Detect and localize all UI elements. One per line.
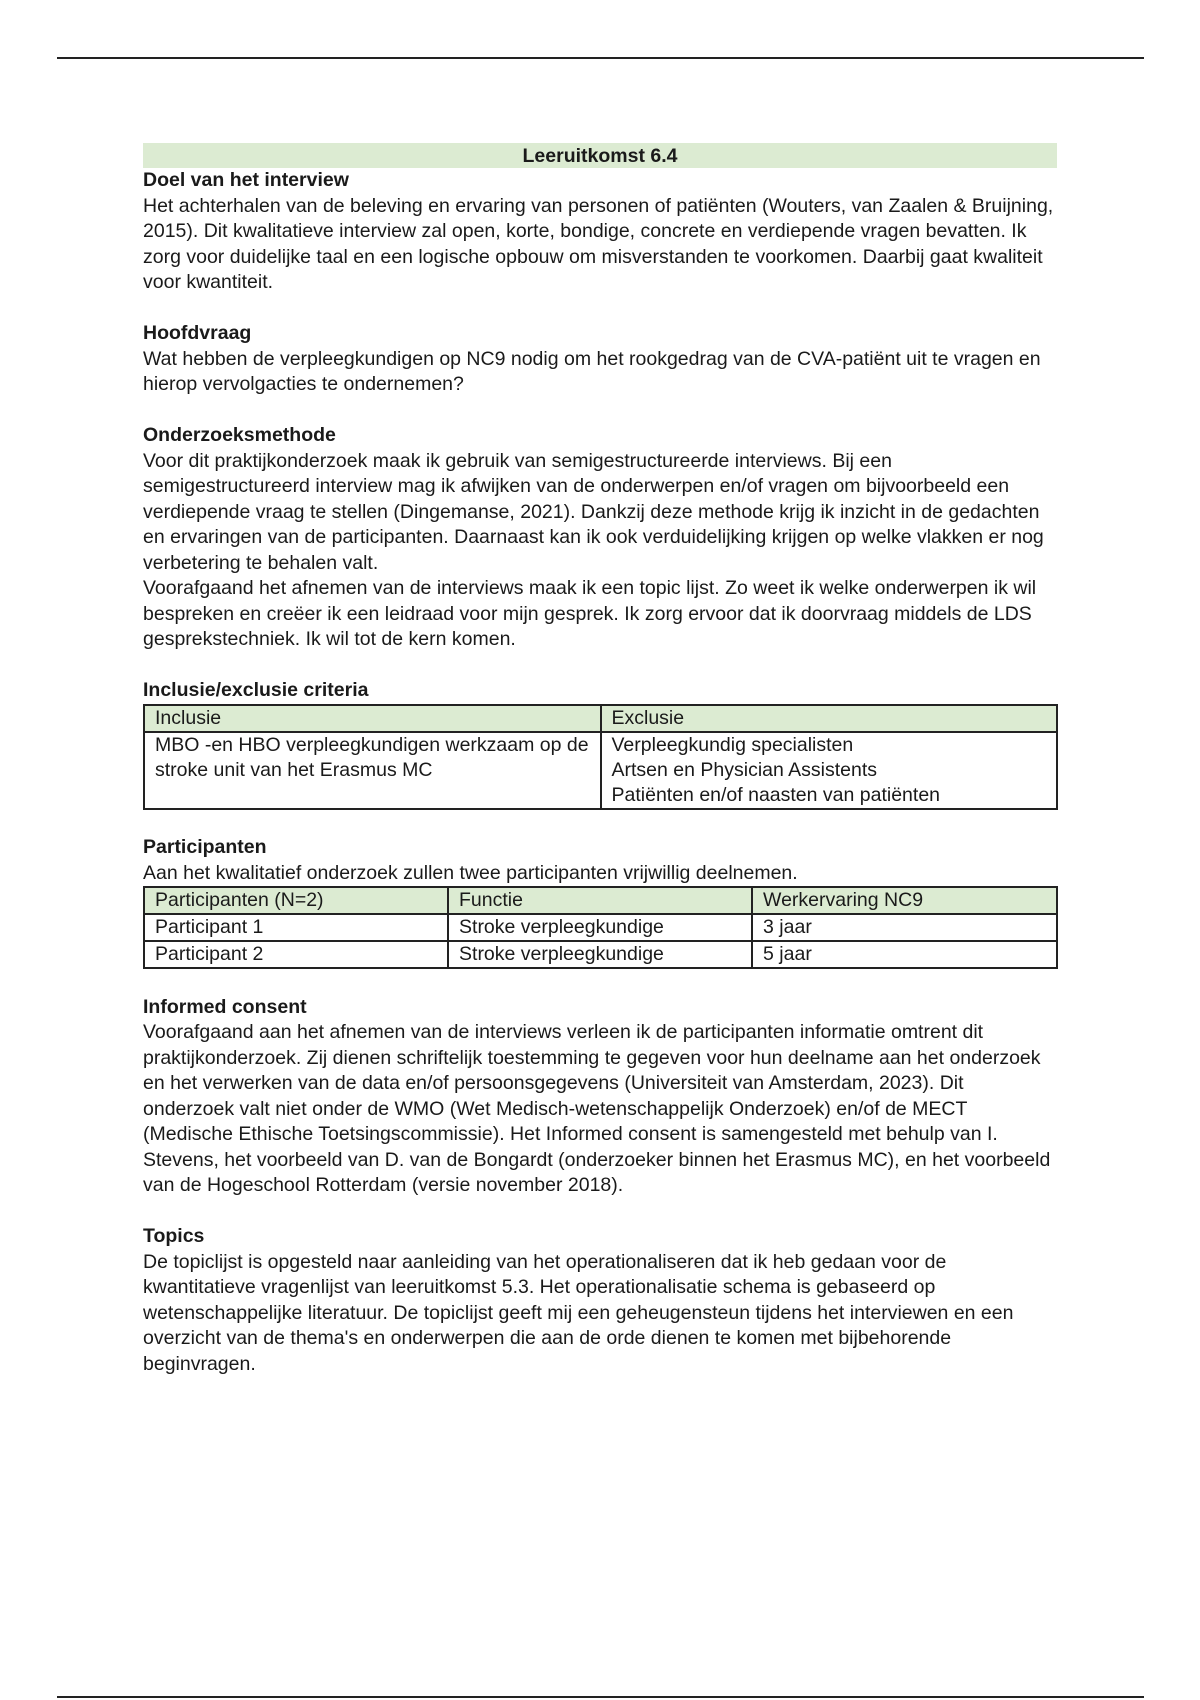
paragraph-hoofdvraag: Wat hebben de verpleegkundigen op NC9 nodig om het rookgedrag van de CVA-patiënt uit te vragen en hierop vervolgacties te ondernemen?	[143, 347, 1041, 395]
table-row	[144, 732, 1057, 809]
exclusie-item: Verpleegkundig specialisten	[611, 733, 854, 756]
table-header-row	[144, 705, 1057, 732]
exclusie-item: Artsen en Physician Assistents	[611, 758, 878, 781]
heading-topics: Topics	[143, 1225, 205, 1247]
paragraph-informed-consent: Voorafgaand aan het afnemen van de interviews verleen ik de participanten informatie omtrent dit praktijkonderzoek. Zij dienen schriftelijk toestemming te gegeven voor hun deelname aan het onderzoek en het verwerken van de data en/of persoonsgegevens (Universiteit van Amsterdam, 2023). Dit onderzoek valt niet onder de WMO (Wet Medisch-wetenschappelijk Onderzoek) en/of de MECT (Medische Ethische Toetsingscommissie). Het Informed consent is samengesteld met behulp van I. Stevens, het voorbeeld van D. van de Bongardt (onderzoeker binnen het Erasmus MC), en het voorbeeld van de Hogeschool Rotterdam (versie november 2018).	[143, 1021, 1051, 1196]
table-header-row	[144, 887, 1057, 914]
criteria-table	[143, 704, 1058, 810]
header-rule	[57, 57, 1144, 59]
inclusie-item: MBO -en HBO verpleegkundigen werkzaam op de stroke unit van het Erasmus MC	[155, 733, 589, 781]
participants-table	[143, 886, 1058, 969]
table-header-werkervaring: Werkervaring NC9	[752, 887, 1057, 914]
exclusie-item: Patiënten en/of naasten van patiënten	[611, 783, 941, 806]
heading-hoofdvraag: Hoofdvraag	[143, 322, 252, 344]
page-title: Leeruitkomst 6.4	[143, 143, 1057, 168]
cell-functie: Stroke verpleegkundige	[448, 941, 752, 968]
heading-onderzoeksmethode: Onderzoeksmethode	[143, 424, 336, 446]
heading-participanten: Participanten	[143, 836, 267, 858]
table-row	[144, 941, 1057, 968]
cell-functie: Stroke verpleegkundige	[448, 914, 752, 941]
paragraph-doel: Het achterhalen van de beleving en ervaring van personen of patiënten (Wouters, van Zaalen & Bruijning, 2015). Dit kwalitatieve interview zal open, korte, bondige, concrete en verdiepende vragen bevatten. Ik zorg voor duidelijke taal en een logische opbouw om misverstanden te voorkomen. Daarbij gaat kwaliteit voor kwantiteit.	[143, 194, 1054, 293]
heading-informed-consent: Informed consent	[143, 995, 307, 1018]
heading-criteria: Inclusie/exclusie criteria	[143, 679, 369, 701]
table-header-exclusie: Exclusie	[601, 705, 1058, 732]
cell-werkervaring: 3 jaar	[752, 914, 1057, 941]
cell-participant: Participant 1	[144, 914, 448, 941]
table-header-participanten: Participanten (N=2)	[144, 887, 448, 914]
document-body	[143, 143, 1057, 1377]
paragraph-onderzoeksmethode-1: Voor dit praktijkonderzoek maak ik gebruik van semigestructureerde interviews. Bij een semigestructureerd interview mag ik afwijken van de onderwerpen en/of vragen om bijvoorbeeld een verdiepende vraag te stellen (Dingemanse, 2021). Dankzij deze methode krijg ik inzicht in de gedachten en ervaringen van de participanten. Daarnaast kan ik ook verduidelijking krijgen op welke vlakken er nog verbetering te behalen valt.	[143, 449, 1044, 574]
paragraph-participanten: Aan het kwalitatief onderzoek zullen twee participanten vrijwillig deelnemen.	[143, 861, 798, 884]
cell-exclusie	[601, 732, 1058, 809]
cell-participant: Participant 2	[144, 941, 448, 968]
paragraph-onderzoeksmethode-2: Voorafgaand het afnemen van de interviews maak ik een topic lijst. Zo weet ik welke onderwerpen ik wil bespreken en creëer ik een leidraad voor mijn gesprek. Ik zorg ervoor dat ik doorvraag middels de LDS gesprekstechniek. Ik wil tot de kern komen.	[143, 577, 1037, 650]
table-header-inclusie: Inclusie	[144, 705, 601, 732]
footer-rule	[57, 1696, 1144, 1698]
paragraph-topics: De topiclijst is opgesteld naar aanleiding van het operationaliseren dat ik heb gedaan voor de kwantitatieve vragenlijst van leeruitkomst 5.3. Het operationalisatie schema is gebaseerd op wetenschappelijke literatuur. De topiclijst geeft mij een geheugensteun tijdens het interviewen en een overzicht van de thema's en onderwerpen die aan de orde dienen te komen met bijbehorende beginvragen.	[143, 1250, 1014, 1375]
table-row	[144, 914, 1057, 941]
cell-inclusie	[144, 732, 601, 809]
heading-doel: Doel van het interview	[143, 169, 349, 191]
table-header-functie: Functie	[448, 887, 752, 914]
cell-werkervaring: 5 jaar	[752, 941, 1057, 968]
